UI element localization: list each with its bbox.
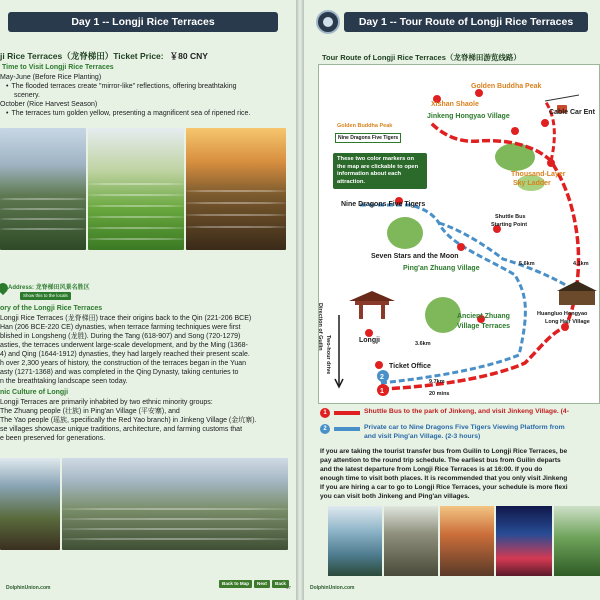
marker-cable-car — [541, 119, 549, 127]
label-jinkeng-hongyao[interactable]: Jinkeng Hongyao Village — [427, 113, 510, 120]
tip-box: These two color markers on the map are clickable to open information about each attraction. — [333, 153, 427, 189]
label-pingan-village[interactable]: Ping'an Zhuang Village — [403, 265, 480, 272]
left-page — [0, 0, 296, 600]
label-sky-ladder[interactable]: Sky Ladder — [513, 180, 551, 187]
history-line-1: Longji Rice Terraces (龙脊梯田) trace their origins back to the Qin (221-206 BCE) — [0, 315, 252, 322]
right-page-header: Day 1 -- Tour Route of Longji Rice Terraces — [344, 12, 588, 32]
label-two-hour-drive: Two-hour drive — [325, 335, 331, 375]
label-xishan-shaole[interactable]: Xishan Shaole — [431, 101, 479, 108]
village-photo — [0, 458, 60, 550]
label-nine-dragons[interactable]: Nine Dragons Five Tigers — [341, 201, 426, 208]
next-button[interactable]: Next — [254, 580, 270, 588]
legend-num-1: 1 — [320, 408, 330, 418]
ticket-price-line — [0, 50, 208, 62]
history-line-2: Han (206 BCE-220 CE) dynasties, when terrace farming techniques were first — [0, 324, 241, 331]
bottom-photo-2 — [384, 506, 438, 576]
marker-seven-stars — [457, 243, 465, 251]
history-line-3: blished in Longsheng (龙胜). During the Tang (618-907) and Song (720-1279) — [0, 333, 241, 340]
history-title: ory of the Longji Rice Terraces — [0, 305, 103, 312]
label-seven-stars[interactable]: Seven Stars and the Moon — [371, 253, 459, 260]
left-page-number: 47 — [286, 585, 292, 590]
right-page — [304, 0, 600, 600]
label-shuttle-bus[interactable]: Shuttle Bus — [495, 214, 526, 220]
marker-ticket-office — [375, 361, 383, 369]
legend-blue-arrow-icon — [334, 427, 360, 431]
label-ancient-zhuang[interactable]: Ancient Zhuang — [457, 313, 510, 320]
back-to-map-button[interactable]: Back to Map — [219, 580, 252, 588]
culture-title: nic Culture of Longji — [0, 389, 69, 396]
legend-text-2: Private car to Nine Dragons Five Tigers Viewing Platform from — [364, 424, 565, 431]
distance-upper: 4.1km — [573, 261, 589, 267]
village-houses-icon — [559, 291, 595, 305]
footer-url[interactable]: DolphinUnion.com — [6, 585, 51, 591]
ticket-price: ￥80 CNY — [169, 51, 208, 61]
body-line-1: If you are taking the tourist transfer bus from Guilin to Longji Rice Terraces, be — [320, 448, 568, 455]
terraces-panorama-photo — [62, 458, 288, 550]
label-cable-car[interactable]: Cable Car Ent — [549, 109, 595, 116]
right-footer-url[interactable]: DolphinUnion.com — [310, 585, 355, 591]
best-time-may-desc: • The flooded terraces create "mirror-like" reflections, offering breathtaking — [6, 82, 286, 91]
distance-main-km: 9.7km — [429, 379, 445, 385]
terraces-photo-2 — [88, 128, 184, 250]
pavilion-icon — [355, 301, 389, 305]
body-line-5: If you are hiring a car to go to Longji Rice Terraces, your schedule is more flexi — [320, 484, 568, 491]
terraces-photo-1 — [0, 128, 86, 250]
legend-text-2b: and visit Ping'an Village. (2-3 hours) — [364, 433, 481, 440]
terraces-photo-3 — [186, 128, 286, 250]
bottom-photo-3 — [440, 506, 494, 576]
terrace-patch-ancient-zhuang — [425, 297, 461, 333]
culture-line-2: The Zhuang people (壮族) in Ping'an Village (平安寨), and — [0, 408, 180, 415]
label-village-terraces[interactable]: Village Terraces — [457, 323, 511, 330]
history-line-7: asty (1271-1368) and was completed in the Qing Dynasty, taking centuries to — [0, 369, 239, 376]
show-to-locals-button[interactable]: Show this to the locals — [20, 292, 71, 300]
svg-text:2: 2 — [380, 374, 384, 381]
body-line-6: you can visit both Jinkeng and Ping'an villages. — [320, 493, 470, 500]
best-time-october: October (Rice Harvest Season) — [0, 101, 98, 108]
label-ticket-office[interactable]: Ticket Office — [389, 363, 431, 370]
best-time-october-desc: • The terraces turn golden yellow, presenting a magnificent sea of ripened rice. — [6, 109, 288, 118]
label-starting-point[interactable]: Starting Point — [491, 222, 528, 228]
legend-red-arrow-icon — [334, 411, 360, 415]
label-long-hair[interactable]: Long Hair Village — [545, 319, 590, 325]
ticket-label: ji Rice Terraces（龙脊梯田）Ticket Price: — [0, 51, 164, 61]
best-time-may: May-June (Before Rice Planting) — [0, 74, 102, 81]
address-label: Address: 龙脊梯田风景名胜区 — [8, 285, 90, 291]
label-longji[interactable]: Longji — [359, 337, 380, 344]
history-line-4: asties, the terraces underwent large-scale development, and by the Ming (1368- — [0, 342, 248, 349]
tag-nine-dragons[interactable]: Nine Dragons Five Tigers — [335, 133, 401, 143]
body-line-4: enough time to visit both places. It is recommended that you only visit Jinkeng — [320, 475, 568, 482]
best-time-may-desc-2: scenery. — [14, 92, 40, 99]
dolphin-logo-icon — [316, 10, 340, 34]
bottom-photo-4 — [496, 506, 552, 576]
culture-line-3: The Yao people (瑶族, specifically the Red Yao branch) in Jinkeng Village (金坑寨). — [0, 417, 257, 424]
history-line-8: n the breathtaking landscape seen today. — [0, 378, 128, 385]
distance-side: 3.6km — [415, 341, 431, 347]
distance-mid: 5.6km — [519, 261, 535, 267]
body-line-2: pay attention to the round trip schedule. The earliest bus from Guilin departs — [320, 457, 561, 464]
marker-golden-buddha — [475, 89, 483, 97]
tour-route-map — [318, 64, 600, 404]
culture-line-5: e been preserved for generations. — [0, 435, 106, 442]
marker-sky-ladder — [547, 159, 555, 167]
legend-num-2: 2 — [320, 424, 330, 434]
culture-line-4: se villages showcase unique traditions, architecture, and farming customs that — [0, 426, 243, 433]
distance-main-min: 20 mins — [429, 391, 450, 397]
back-button[interactable]: Back — [272, 580, 289, 588]
label-direction-guilin: Direction of Guilin — [317, 303, 323, 351]
map-title: Tour Route of Longji Rice Terraces（龙脊梯田游览线路） — [322, 53, 521, 62]
label-thousand-layer[interactable]: Thousand-Layer — [511, 171, 566, 178]
left-page-header: Day 1 -- Longji Rice Terraces — [8, 12, 278, 32]
culture-line-1: Longji Terraces are primarily inhabited by two ethnic minority groups: — [0, 399, 213, 406]
best-time-title: Time to Visit Longji Rice Terraces — [2, 64, 114, 71]
label-golden-buddha-peak[interactable]: Golden Buddha Peak — [471, 83, 542, 90]
marker-jinkeng — [511, 127, 519, 135]
legend-row-2[interactable] — [320, 424, 600, 444]
body-line-3: and the latest departure from Longji Rice Terraces is at 16:00. If you do — [320, 466, 543, 473]
svg-text:1: 1 — [380, 388, 384, 395]
book-gutter — [296, 0, 304, 600]
tag-golden-buddha[interactable]: Golden Buddha Peak — [337, 123, 393, 129]
history-line-5: 4) and Qing (1644-1912) dynasties, they had largely reached their present scale. — [0, 351, 250, 358]
bottom-photo-1 — [328, 506, 382, 576]
legend-text-1: Shuttle Bus to the park of Jinkeng, and visit Jinkeng Village. (4- — [364, 408, 569, 415]
terrace-patch-nine-dragons — [387, 217, 423, 249]
marker-longji — [365, 329, 373, 337]
history-line-6: h over 2,300 years of history, the construction of the terraces began in the Yuan — [0, 360, 247, 367]
bottom-photo-5 — [554, 506, 600, 576]
label-huangluo[interactable]: Huangluo Hongyao — [537, 311, 588, 317]
